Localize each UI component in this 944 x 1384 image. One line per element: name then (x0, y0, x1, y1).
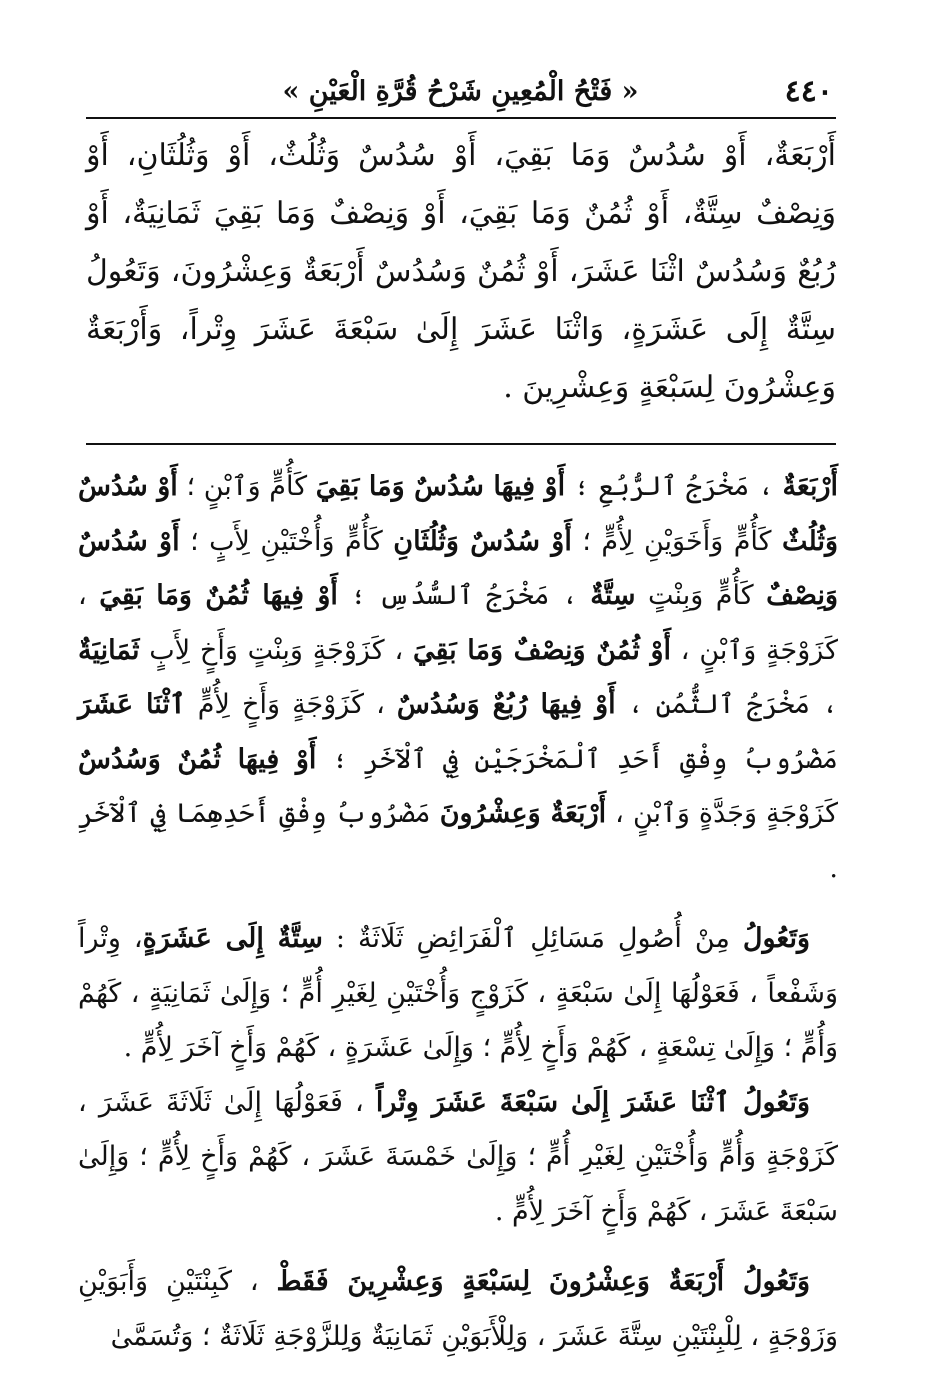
commentary-text: ، مَخْرَجُ ٱلسُّدُسِ ؛ (337, 580, 591, 611)
bold-matn-quote: أَوْ فِيهَا سُدُسٌ وَمَا بَقِيَ (315, 471, 566, 502)
bold-matn-quote: أَوْ سُدُسٌ وَثُلُثٌ (78, 471, 839, 557)
page-header (88, 72, 833, 118)
commentary-text: كَأُمٍّ وَأُخْتَيْنِ لِأَبٍ ؛ (179, 525, 394, 557)
sharh-paragraph (78, 1076, 838, 1240)
commentary-text: مَضْرُوبُ وِفْقِ أَحَدِ ٱلْمَخْرَجَيْنِ فِي ٱلْآخَرِ ؛ (316, 743, 839, 775)
matn-separator-rule (86, 443, 836, 445)
bold-matn-quote: ثَمَانِيَةٌ (78, 634, 140, 666)
bold-matn-quote: وَتَعُولُ ٱثْنَا عَشَرَ إِلَىٰ سَبْعَةَ عَشَرَ وِتْراً (375, 1086, 810, 1118)
bold-matn-quote: أَوْ ثُمُنٌ وَنِصْفٌ وَمَا بَقِيَ (412, 634, 671, 666)
bold-matn-quote: وَتَعُولُ أَرْبَعَةٌ وَعِشْرُونَ لِسَبْعَةٍ وَعِشْرِينَ فَقَطْ (276, 1266, 810, 1297)
commentary-text: ، كَزَوْجَةٍ وَأَخٍ لِأُمٍّ (185, 689, 397, 720)
commentary-text: ، مَخْرَجُ ٱلثُّمُنِ ، (615, 689, 839, 720)
bold-matn-quote: سِتَّةٌ (590, 580, 636, 611)
commentary-text: كَأُمٍّ وَٱبْنٍ ؛ (177, 471, 316, 502)
bold-matn-quote: وَتَعُولُ (742, 923, 811, 954)
bold-matn-quote: سِتَّةٌ إِلَى عَشَرَةٍ (142, 923, 323, 954)
matn-text: أَرْبَعَةٌ، أَوْ سُدُسٌ وَمَا بَقِيَ، أَوْ سُدُسٌ وَثُلُثٌ، أَوْ وَثُلُثَانِ، أَوْ وَنِصْفٌ سِتَّةٌ، أَوْ ثُمُنٌ وَمَا بَقِيَ، أَوْ وَنِصْفٌ وَمَا بَقِيَ ثَمَانِيَةٌ، أَوْ رُبُعٌ وَسُدُسٌ اثْنَا عَشَرَ، أَوْ ثُمُنٌ وَسُدُسٌ أَرْبَعَةٌ وَعِشْرُونَ، وَتَعُولُ سِتَّةٌ إِلَى عَشَرَةٍ، وَاثْنَا عَشَرَ إِلَىٰ سَبْعَةَ عَشَرَ وِتْراً، وَأَرْبَعَةٌ وَعِشْرُونَ لِسَبْعَةٍ وَعِشْرِينَ . (86, 138, 836, 405)
sharh-paragraph (78, 912, 838, 1076)
bold-matn-quote: أَوْ فِيهَا رُبُعٌ وَسُدُسٌ (396, 689, 616, 720)
sharh-paragraph (78, 1255, 838, 1364)
commentary-text: مَضْرُوبُ وِفْقِ أَحَدِهِمَا فِي ٱلْآخَرِ . (78, 798, 838, 884)
commentary-text: ، كَزَوْجَةٍ وَٱبْنٍ ، (78, 580, 838, 666)
bold-matn-quote: أَوْ سُدُسٌ وَثُلُثَانِ (393, 525, 572, 557)
page-number: ٤٤٠ (784, 74, 833, 109)
commentary-text: ، كَبِنْتَيْنِ وَأَبَوَيْنِ وَزَوْجَةٍ ، لِلْبِنْتَيْنِ سِتَّةَ عَشَرَ ، وَلِلْأَبَوَيْنِ ثَمَانِيَةٌ وَلِلزَّوْجَةِ ثَلَاثَةٌ ؛ وَتُسَمَّىٰ (78, 1266, 838, 1352)
commentary-text: كَزَوْجَةٍ وَجَدَّةٍ وَٱبْنٍ ، (606, 798, 838, 829)
bold-matn-quote: أَوْ سُدُسٌ وَنِصْفٌ (78, 525, 838, 611)
commentary-text: ، فَعَوْلُهَا إِلَىٰ ثَلَاثَةَ عَشَرَ ، كَزَوْجَةٍ وَأُمٍّ وَأُخْتَيْنِ لِغَيْرِ أُمٍّ ؛ وَإِلَىٰ خَمْسَةَ عَشَرَ ، كَهُمْ وَأَخٍ لِأُمٍّ ؛ وَإِلَىٰ سَبْعَةَ عَشَرَ ، كَهُمْ وَأَخٍ آخَرَ لِأُمٍّ . (78, 1086, 838, 1227)
book-title: « فَتْحُ الْمُعِينِ شَرْحُ قُرَّةِ الْعَيْنِ » (282, 76, 639, 107)
header-rule (86, 117, 836, 119)
bold-matn-quote: أَرْبَعَةٌ وَعِشْرُونَ (439, 798, 607, 829)
commentary-text: ، وِتْراً وَشَفْعاً ، فَعَوْلُهَا إِلَىٰ سَبْعَةٍ ، كَزَوْجٍ وَأُخْتَيْنِ لِغَيْرِ أُمٍّ ؛ وَإِلَىٰ ثَمَانِيَةٍ ، كَهُمْ وَأُمٍّ ؛ وَإِلَىٰ تِسْعَةٍ ، كَهُمْ وَأَخٍ لِأُمٍّ ؛ وَإِلَىٰ عَشَرَةٍ ، كَهُمْ وَأَخٍ آخَرَ لِأُمٍّ . (78, 923, 838, 1063)
commentary-text: كَأُمٍّ وَبِنْتٍ (635, 580, 767, 611)
bold-matn-quote: ٱثْنَا عَشَرَ (78, 689, 186, 720)
sharh-paragraph (78, 460, 838, 896)
sharh-commentary (78, 460, 838, 1364)
commentary-text: مِنْ أُصُولِ مَسَائِلِ ٱلْفَرَائِضِ ثَلَاثَةٌ : (322, 923, 743, 954)
bold-matn-quote: أَوْ فِيهَا ثُمُنٌ وَسُدُسٌ (78, 743, 317, 775)
commentary-text: ، مَخْرَجُ ٱلرُّبُعِ ؛ (565, 471, 783, 502)
commentary-text: ، كَزَوْجَةٍ وَبِنْتٍ وَأَخٍ لِأَبٍ (139, 634, 413, 666)
commentary-text: كَأُمٍّ وَأَخَوَيْنِ لِأُمٍّ ؛ (571, 525, 782, 557)
bold-matn-quote: أَرْبَعَةٌ (782, 471, 839, 502)
bold-matn-quote: أَوْ فِيهَا ثُمُنٌ وَمَا بَقِيَ (99, 580, 338, 611)
